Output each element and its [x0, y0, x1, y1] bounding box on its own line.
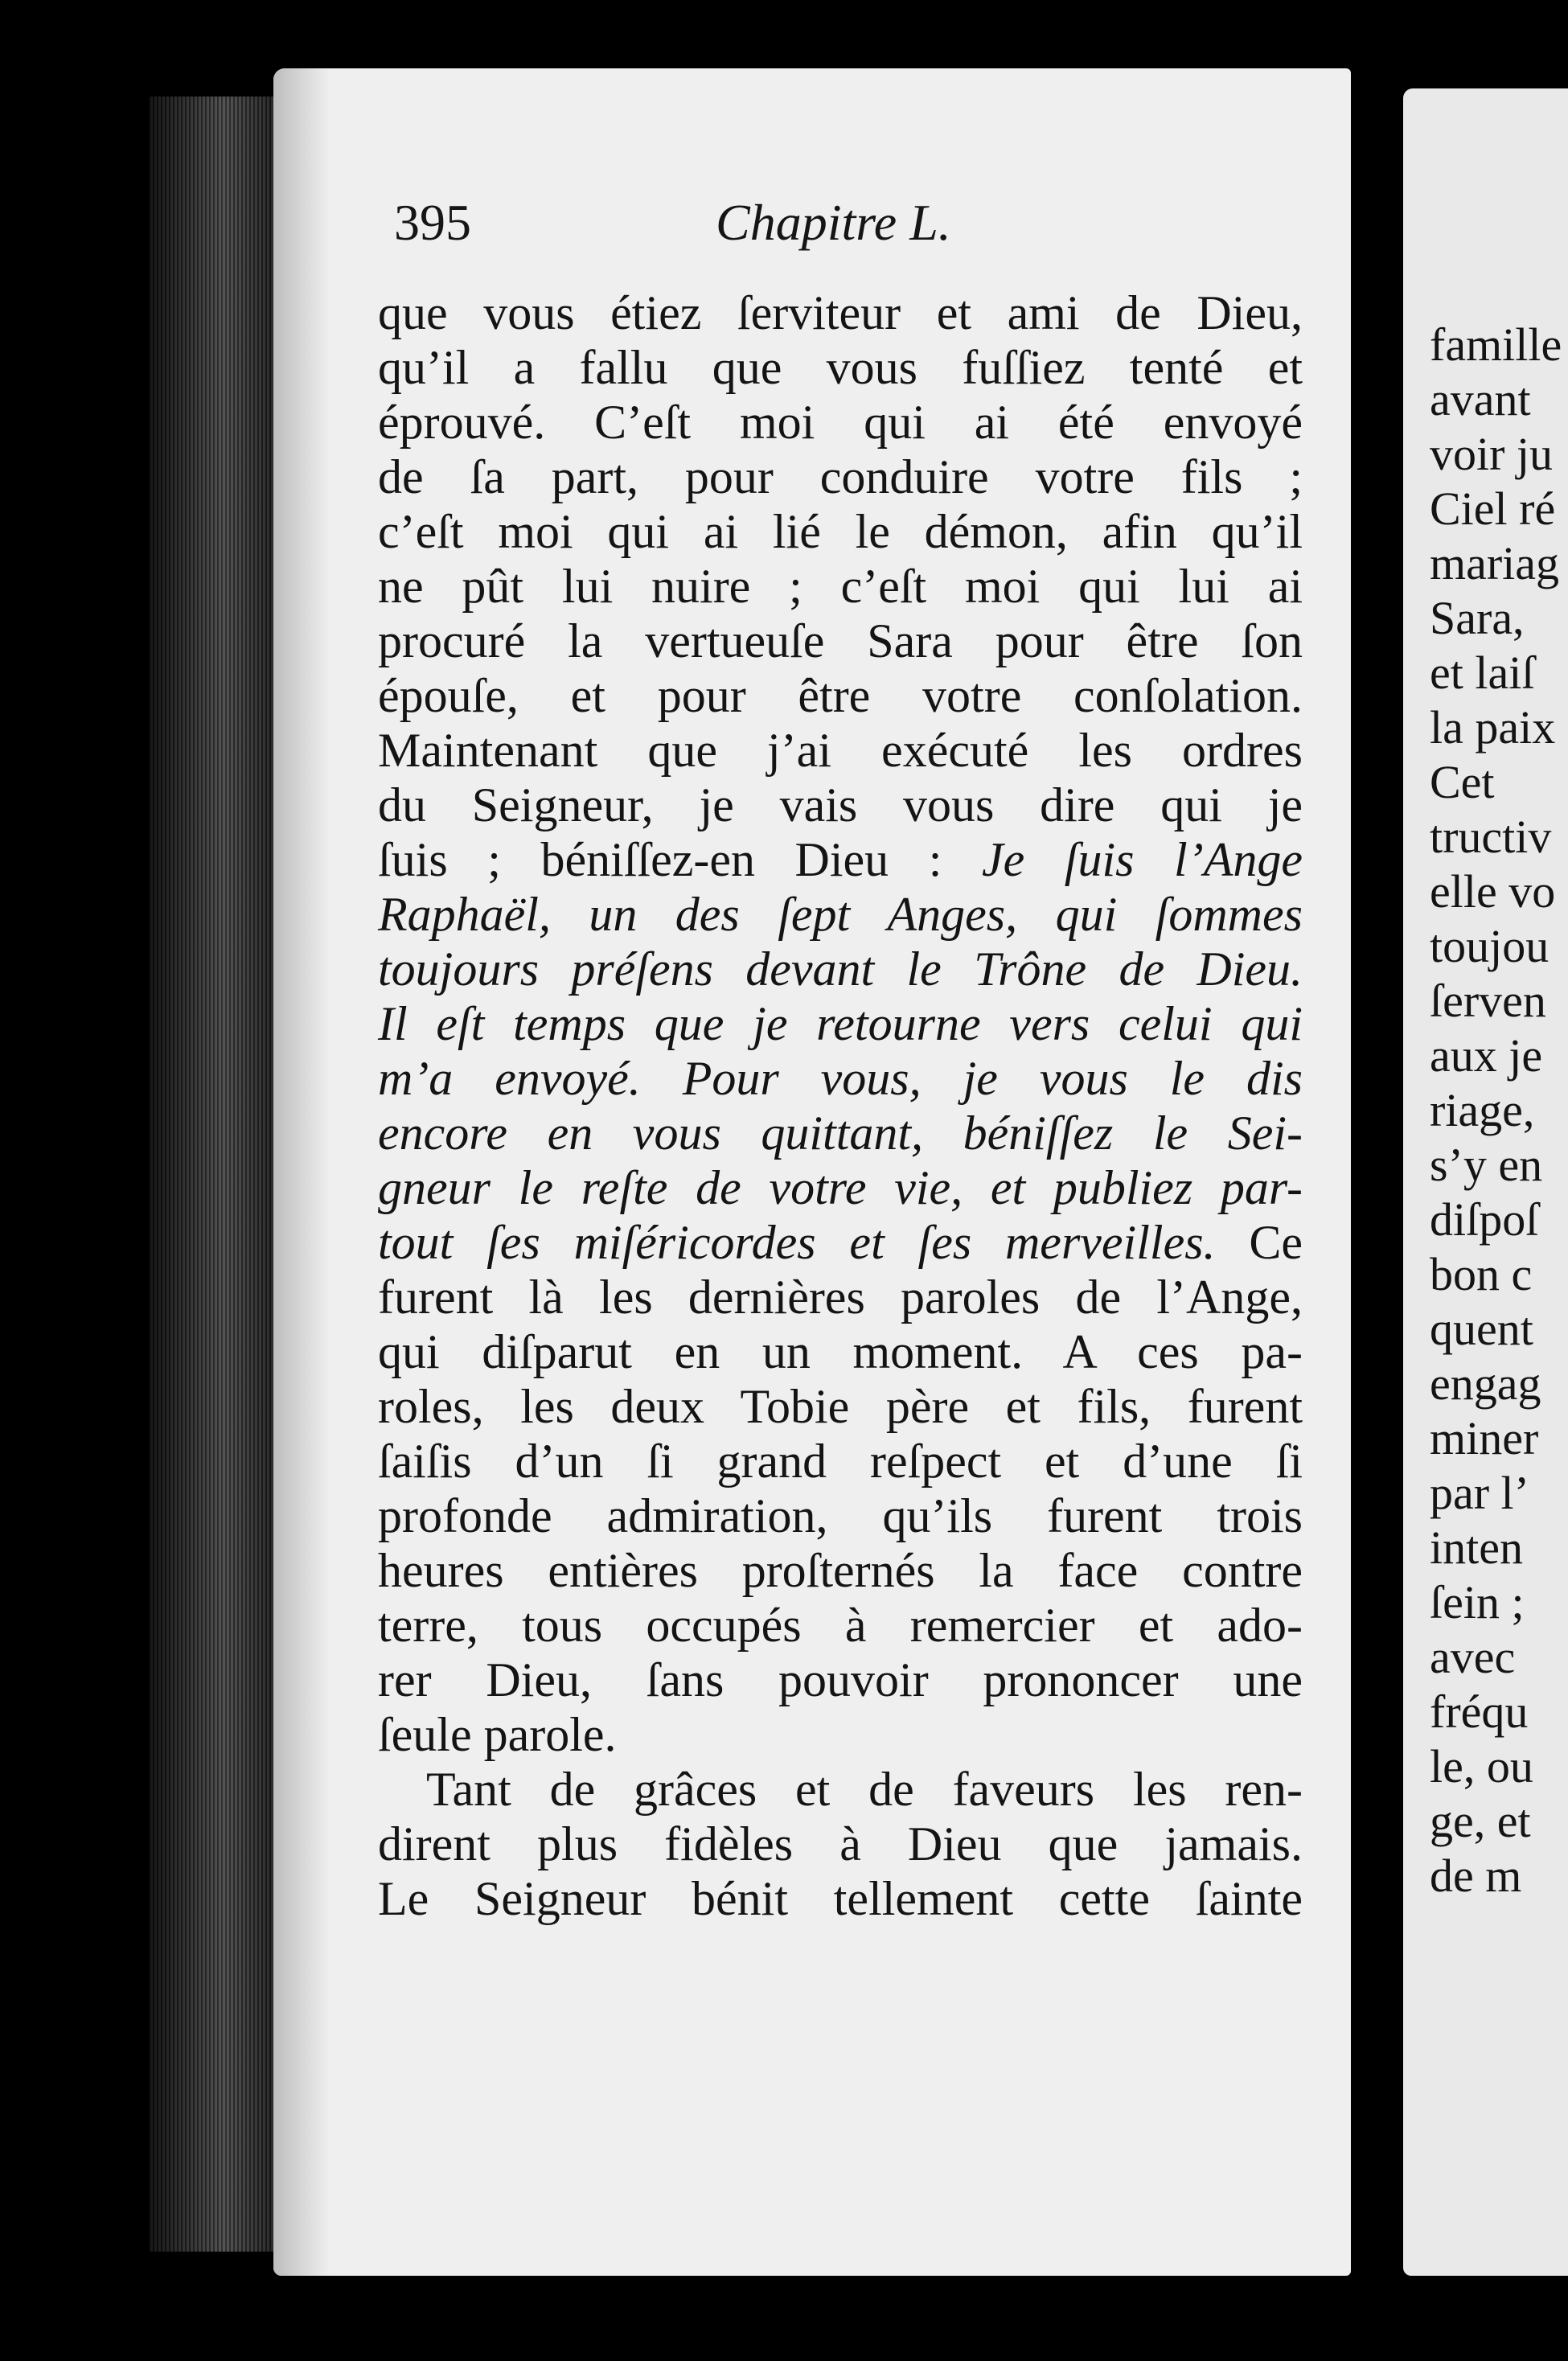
fragment-line: ge, et [1430, 1795, 1531, 1847]
italic-segment: tout ſes miſéricordes et ſes merveilles. [378, 1216, 1216, 1269]
fragment-line: ſein ; [1430, 1576, 1525, 1628]
fragment-line: tructiv [1430, 811, 1552, 863]
running-title: Chapitre L. [716, 194, 951, 251]
text-line: roles, les deux Tobie père et fils, furent [378, 1380, 1303, 1433]
fragment-line: famille [1430, 318, 1562, 371]
fragment-line: diſpoſ [1430, 1193, 1539, 1246]
fragment-line: fréqu [1430, 1686, 1529, 1738]
right-page-text-fragment [1430, 318, 1568, 1903]
page-number: 395 [394, 194, 471, 251]
text-line [378, 1215, 1303, 1270]
text-line: ne pût lui nuire ; c’eſt moi qui lui ai [378, 560, 1303, 613]
text-line: de ſa part, pour conduire votre fils ; [378, 450, 1303, 503]
text-line: terre, tous occupés à remercier et ado- [378, 1599, 1303, 1652]
text-line: du Seigneur, je vais vous dire qui je [378, 778, 1303, 831]
page-header [394, 193, 1335, 265]
fragment-line: mariag [1430, 537, 1560, 589]
text-line: gneur le reſte de votre vie, et publiez par- [378, 1161, 1303, 1214]
text-line: éprouvé. C’eſt moi qui ai été envoyé [378, 396, 1303, 449]
text-line: qu’il a fallu que vous fuſſiez tenté et [378, 341, 1303, 394]
text-line [378, 832, 1303, 887]
fragment-line: toujou [1430, 920, 1550, 972]
text-line: furent là les dernières paroles de l’Ange, [378, 1271, 1303, 1324]
text-line: ſaiſis d’un ſi grand reſpect et d’une ſi [378, 1435, 1303, 1488]
fragment-line: aux je [1430, 1029, 1543, 1082]
fragment-line: avec [1430, 1631, 1516, 1683]
fragment-line: riage, [1430, 1084, 1535, 1136]
text-line: c’eſt moi qui ai lié le démon, afin qu’il [378, 505, 1303, 558]
roman-segment: Ce [1215, 1216, 1303, 1269]
text-line: dirent plus fidèles à Dieu que jamais. [378, 1817, 1303, 1870]
text-line: toujours préſens devant le Trône de Dieu. [378, 942, 1303, 996]
fragment-line: miner [1430, 1412, 1539, 1464]
text-line: rer Dieu, ſans pouvoir prononcer une [378, 1653, 1303, 1706]
text-line: procuré la vertueuſe Sara pour être ſon [378, 614, 1303, 667]
fragment-line: inten [1430, 1521, 1523, 1574]
left-page-text [378, 285, 1303, 1926]
text-line: m’a envoyé. Pour vous, je vous le dis [378, 1052, 1303, 1105]
fragment-line: quent [1430, 1303, 1533, 1355]
text-line: Maintenant que j’ai exécuté les ordres [378, 724, 1303, 777]
fragment-line: engag [1430, 1357, 1541, 1410]
text-line: Le Seigneur bénit tellement cette ſainte [378, 1872, 1303, 1925]
fragment-line: par l’ [1430, 1467, 1529, 1519]
fragment-line: Ciel ré [1430, 482, 1556, 535]
text-line: ſeule parole. [378, 1708, 617, 1761]
fragment-line: bon c [1430, 1248, 1533, 1300]
text-line: encore en vous quittant, béniſſez le Sei- [378, 1107, 1303, 1160]
text-line: Il eſt temps que je retourne vers celui qui [378, 997, 1303, 1050]
text-line: qui diſparut en un moment. A ces pa- [378, 1325, 1303, 1378]
fragment-line: Cet [1430, 756, 1495, 808]
fragment-line: avant [1430, 373, 1531, 425]
text-line: Tant de grâces et de faveurs les ren- [426, 1763, 1303, 1816]
fragment-line: le, ou [1430, 1740, 1533, 1792]
text-line: Raphaël, un des ſept Anges, qui ſommes [378, 888, 1303, 941]
book-spine [149, 96, 285, 2252]
fragment-line: voir ju [1430, 428, 1554, 480]
fragment-line: Sara, [1430, 592, 1525, 644]
text-line: profonde admiration, qu’ils furent trois [378, 1489, 1303, 1542]
text-line: épouſe, et pour être votre conſolation. [378, 669, 1303, 722]
italic-segment: Je ſuis l’Ange [981, 833, 1303, 886]
fragment-line: s’y en [1430, 1139, 1543, 1191]
text-line: heures entières proſternés la face contre [378, 1544, 1303, 1597]
fragment-line: ſerven [1430, 975, 1546, 1027]
text-line: que vous étiez ſerviteur et ami de Dieu, [378, 286, 1303, 339]
fragment-line: de m [1430, 1850, 1522, 1902]
fragment-line: et laiſ [1430, 647, 1535, 699]
fragment-line: elle vo [1430, 865, 1556, 918]
roman-segment: ſuis ; béniſſez-en Dieu : [378, 833, 982, 886]
fragment-line: la paix [1430, 701, 1556, 753]
